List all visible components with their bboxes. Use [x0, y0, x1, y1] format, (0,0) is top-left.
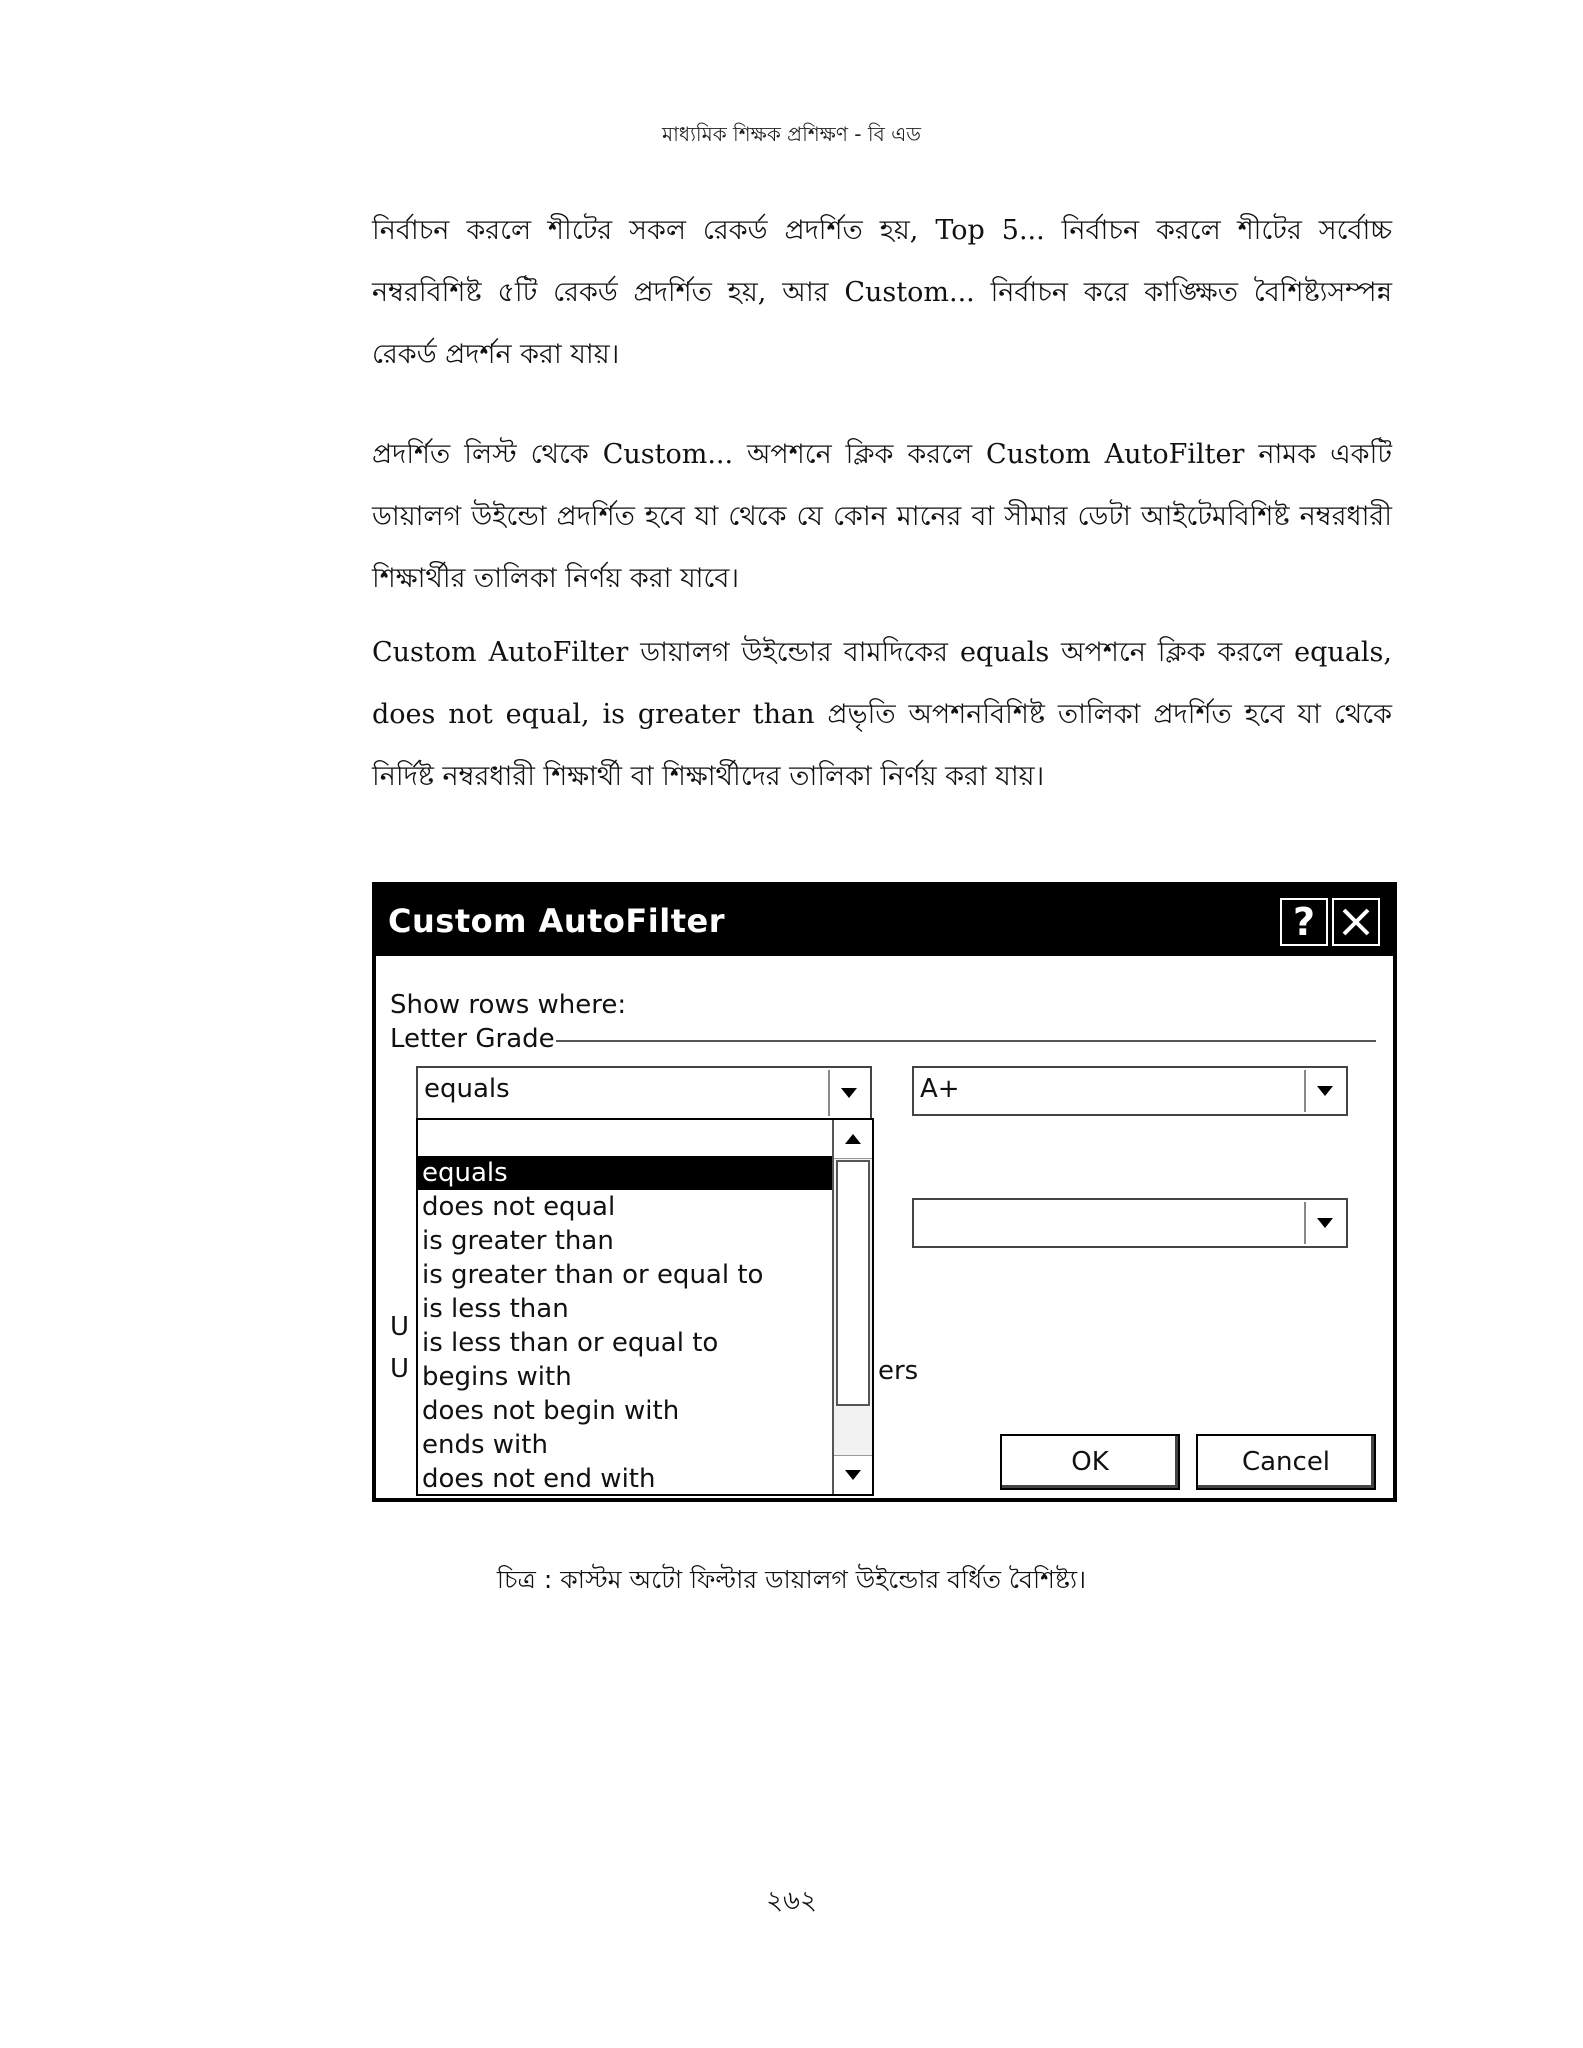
custom-autofilter-dialog — [372, 882, 1397, 1502]
scroll-up-button[interactable] — [834, 1120, 872, 1159]
close-button[interactable] — [1332, 898, 1380, 946]
dropdown-option-does-not-equal[interactable]: does not equal — [422, 1192, 616, 1222]
dropdown-option-is-less-than-or-equal-to[interactable]: is less than or equal to — [422, 1328, 719, 1358]
scroll-thumb[interactable] — [836, 1160, 870, 1406]
value1-text: A+ — [920, 1074, 960, 1104]
chevron-down-icon — [1317, 1218, 1333, 1228]
value1-select[interactable] — [912, 1066, 1348, 1116]
partial-label-1: U — [390, 1312, 410, 1342]
dropdown-option-does-not-begin-with[interactable]: does not begin with — [422, 1396, 680, 1426]
paragraph-2: প্রদর্শিত লিস্ট থেকে Custom... অপশনে ক্লিক করলে Custom AutoFilter নামক একটি ডায়ালগ উইন্ডো প্রদর্শিত হবে যা থেকে যে কোন মানের বা সীমার ডেটা আইটেমবিশিষ্ট নম্বরধারী শিক্ষার্থীর তালিকা নির্ণয় করা যাবে। — [372, 439, 1392, 594]
dropdown-option-equals[interactable]: equals — [418, 1156, 832, 1190]
dropdown-option-does-not-end-with[interactable]: does not end with — [422, 1464, 656, 1494]
dialog-title: Custom AutoFilter — [388, 902, 725, 940]
page-header: মাধ্যমিক শিক্ষক প্রশিক্ষণ - বি এড — [661, 122, 922, 146]
show-rows-label: Show rows where: — [390, 990, 627, 1020]
cancel-button[interactable]: Cancel — [1196, 1434, 1376, 1490]
operator1-value: equals — [424, 1074, 510, 1104]
dropdown-option-is-less-than[interactable]: is less than — [422, 1294, 569, 1324]
value2-dropdown-button[interactable] — [1304, 1202, 1344, 1244]
chevron-down-icon — [1317, 1086, 1333, 1096]
dropdown-option-is-greater-than-or-equal-to[interactable]: is greater than or equal to — [422, 1260, 764, 1290]
operator1-dropdown-list[interactable] — [416, 1118, 874, 1496]
paragraph-1: নির্বাচন করলে শীটের সকল রেকর্ড প্রদর্শিত হয়, Top 5... নির্বাচন করলে শীটের সর্বোচ্চ নম্বরবিশিষ্ট ৫টি রেকর্ড প্রদর্শিত হয়, আর Custom... নির্বাচন করে কাঙ্ক্ষিত বৈশিষ্ট্যসম্পন্ন রেকর্ড প্রদর্শন করা যায়। — [372, 215, 1392, 370]
operator1-dropdown-button[interactable] — [828, 1070, 868, 1116]
partial-label-2: U — [390, 1354, 410, 1384]
close-icon — [1340, 906, 1372, 938]
partial-label-ers: ers — [878, 1356, 919, 1386]
chevron-up-icon — [845, 1134, 861, 1144]
page-number: ২৬২ — [766, 1886, 817, 1916]
ok-button[interactable]: OK — [1000, 1434, 1180, 1490]
value1-dropdown-button[interactable] — [1304, 1070, 1344, 1112]
dropdown-options — [418, 1156, 832, 1496]
chevron-down-icon — [841, 1088, 857, 1098]
dropdown-option-ends-with[interactable]: ends with — [422, 1430, 548, 1460]
figure-caption: চিত্র : কাস্টম অটো ফিল্টার ডায়ালগ উইন্ডোর বর্ধিত বৈশিষ্ট্য। — [496, 1565, 1087, 1594]
dropdown-option-is-greater-than[interactable]: is greater than — [422, 1226, 614, 1256]
value2-select[interactable] — [912, 1198, 1348, 1248]
group-label: Letter Grade — [390, 1024, 555, 1054]
dialog-titlebar — [376, 886, 1393, 956]
help-icon: ? — [1292, 900, 1316, 944]
operator1-select[interactable] — [416, 1066, 872, 1120]
paragraph-3: Custom AutoFilter ডায়ালগ উইন্ডোর বামদিকের equals অপশনে ক্লিক করলে equals, does not equal, is greater than প্রভৃতি অপশনবিশিষ্ট তালিকা প্রদর্শিত হবে যা থেকে নির্দিষ্ট নম্বরধারী শিক্ষার্থী বা শিক্ষার্থীদের তালিকা নির্ণয় করা যায়। — [372, 637, 1392, 792]
scroll-down-button[interactable] — [834, 1455, 872, 1494]
dropdown-option-begins-with[interactable]: begins with — [422, 1362, 572, 1392]
help-button[interactable] — [1280, 898, 1328, 946]
dropdown-scrollbar[interactable] — [832, 1120, 872, 1494]
group-divider — [556, 1040, 1376, 1042]
chevron-down-icon — [845, 1470, 861, 1480]
